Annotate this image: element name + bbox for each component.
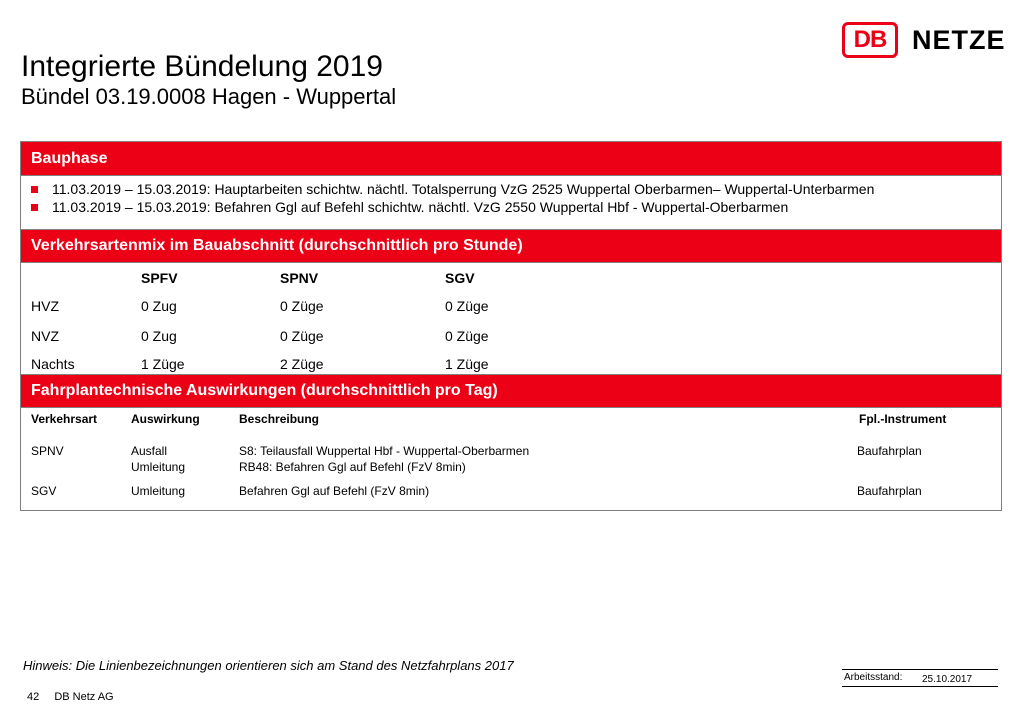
page-title: Integrierte Bündelung 2019 [21, 50, 383, 83]
hinweis-note: Hinweis: Die Linienbezeichnungen orientieren sich am Stand des Netzfahrplans 2017 [23, 658, 514, 673]
company-name: DB Netz AG [54, 691, 114, 703]
mix-cell: 2 Züge [280, 356, 324, 372]
bauphase-heading: Bauphase [21, 142, 1001, 176]
fahrplan-cell: S8: Teilausfall Wuppertal Hbf - Wuppertal-Oberbarmen [239, 444, 530, 458]
mix-cell: 0 Züge [280, 328, 324, 344]
fahrplan-cell: SGV [31, 484, 57, 498]
bauphase-item-text: 11.03.2019 – 15.03.2019: Hauptarbeiten schichtw. nächtl. Totalsperrung VzG 2525 Wuppertal Oberbarmen– Wuppertal-Unterbarmen [52, 181, 875, 197]
fahrplan-heading: Fahrplantechnische Auswirkungen (durchschnittlich pro Tag) [21, 374, 1001, 408]
page-subtitle: Bündel 03.19.0008 Hagen - Wuppertal [21, 84, 397, 109]
fahrplan-cell: RB48: Befahren Ggl auf Befehl (FzV 8min) [239, 460, 466, 474]
mix-heading: Verkehrsartenmix im Bauabschnitt (durchschnittlich pro Stunde) [21, 229, 1001, 263]
fahrplan-col-header: Auswirkung [131, 412, 200, 426]
bullet-square-icon [31, 204, 38, 211]
fahrplan-col-header: Verkehrsart [31, 412, 98, 426]
title-block [21, 50, 396, 110]
info-panel [20, 141, 1002, 511]
fahrplan-cell: Befahren Ggl auf Befehl (FzV 8min) [239, 484, 430, 498]
mix-row-label: NVZ [31, 328, 59, 344]
fahrplan-col-header: Beschreibung [239, 412, 320, 426]
mix-cell: 1 Züge [141, 356, 185, 372]
fahrplan-cell: SPNV [31, 444, 64, 458]
page-number: 42 [27, 691, 40, 703]
list-item [31, 180, 874, 198]
db-logo-box: DB [842, 22, 898, 58]
fahrplan-cell: Umleitung [131, 484, 186, 498]
mix-cell: 0 Züge [445, 298, 489, 314]
arbeitsstand-date: 25.10.2017 [922, 674, 973, 685]
fahrplan-cell: Baufahrplan [857, 484, 922, 498]
fahrplan-cell: Umleitung [131, 460, 186, 474]
mix-row-label: HVZ [31, 298, 59, 314]
mix-col-header: SGV [445, 270, 475, 286]
list-item [31, 198, 874, 216]
arbeitsstand-label: Arbeitsstand: [844, 672, 903, 683]
bullet-square-icon [31, 186, 38, 193]
mix-cell: 0 Züge [280, 298, 324, 314]
fahrplan-cell: Ausfall [131, 444, 168, 458]
mix-row-label: Nachts [31, 356, 75, 372]
mix-col-header: SPNV [280, 270, 319, 286]
mix-cell: 0 Zug [141, 328, 177, 344]
bauphase-item-text: 11.03.2019 – 15.03.2019: Befahren Ggl auf Befehl schichtw. nächtl. VzG 2550 Wuppertal Hbf - Wuppertal-Oberbarmen [52, 199, 789, 215]
fahrplan-col-header: Fpl.-Instrument [859, 412, 947, 426]
bauphase-list [31, 180, 874, 216]
mix-cell: 0 Zug [141, 298, 177, 314]
mix-cell: 1 Züge [445, 356, 489, 372]
footer-left [27, 691, 114, 703]
arbeitsstand-box [842, 669, 998, 687]
fahrplan-cell: Baufahrplan [857, 444, 922, 458]
db-netze-logo [842, 20, 1006, 60]
netze-wordmark: NETZE [912, 24, 1006, 55]
mix-col-header: SPFV [141, 270, 178, 286]
mix-cell: 0 Züge [445, 328, 489, 344]
